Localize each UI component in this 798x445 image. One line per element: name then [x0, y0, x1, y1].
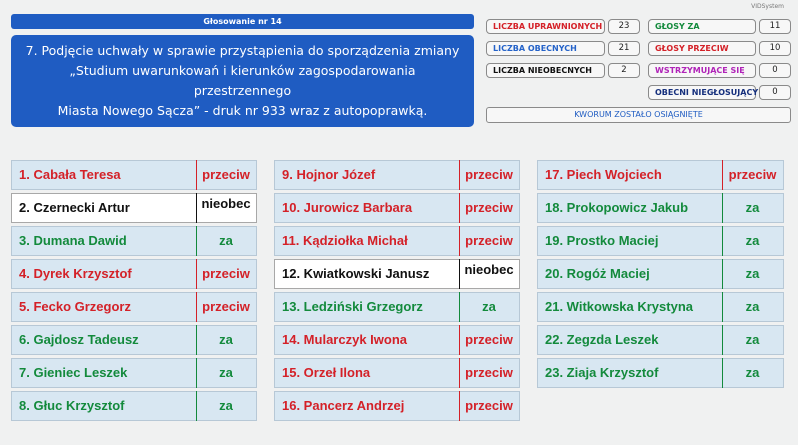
vote-result: za [745, 266, 760, 281]
stat-value: 0 [759, 63, 791, 78]
stat-value: 11 [759, 19, 791, 34]
stat-label: WSTRZYMUJĄCE SIĘ [648, 63, 756, 78]
councillor-name: 6. Gajdosz Tadeusz [19, 332, 139, 347]
councillor-name: 4. Dyrek Krzysztof [19, 266, 132, 281]
councillor-name: 8. Głuc Krzysztof [19, 398, 125, 413]
stat-value: 0 [759, 85, 791, 100]
councillor-name: 9. Hojnor Józef [282, 167, 376, 182]
vote-row [11, 358, 257, 388]
councillor-name: 15. Orzeł Ilona [282, 365, 371, 380]
councillor-name: 10. Jurowicz Barbara [282, 200, 413, 215]
motion-line: „Studium uwarunkowań i kierunków zagospodarowania przestrzennego [69, 63, 416, 98]
vote-result: nieobec [464, 262, 514, 277]
stat-value: 10 [759, 41, 791, 56]
vote-row [274, 259, 520, 289]
vote-row [11, 391, 257, 421]
vote-result: za [745, 200, 760, 215]
vote-row [274, 292, 520, 322]
vote-row [274, 325, 520, 355]
councillor-name: 14. Mularczyk Iwona [282, 332, 407, 347]
councillor-name: 23. Ziaja Krzysztof [545, 365, 659, 380]
vote-row [11, 193, 257, 223]
vote-row [274, 391, 520, 421]
vote-result: przeciw [202, 167, 250, 182]
vote-result: nieobec [201, 196, 251, 211]
vote-result: przeciw [728, 167, 777, 182]
councillor-name: 16. Pancerz Andrzej [282, 398, 405, 413]
stat-label: GŁOSY PRZECIW [648, 41, 756, 56]
stat-label: LICZBA NIEOBECNYCH [486, 63, 605, 78]
vote-result: za [219, 365, 233, 380]
vote-result: za [745, 365, 760, 380]
stat-value: 21 [608, 41, 640, 56]
vote-result: przeciw [465, 200, 513, 215]
vote-row [11, 226, 257, 256]
vote-row [274, 358, 520, 388]
vote-result: za [219, 398, 233, 413]
vote-result: przeciw [465, 398, 513, 413]
stat-label: GŁOSY ZA [648, 19, 756, 34]
councillor-name: 11. Kądziołka Michał [282, 233, 408, 248]
vote-result: przeciw [202, 299, 250, 314]
vote-result: przeciw [465, 233, 513, 248]
stat-label: LICZBA OBECNYCH [486, 41, 605, 56]
vote-result: za [219, 332, 233, 347]
vote-row [537, 259, 784, 289]
vote-title: Głosowanie nr 14 [11, 14, 474, 29]
vote-result: za [745, 299, 760, 314]
vote-result: za [482, 299, 496, 314]
vote-result: przeciw [202, 266, 250, 281]
quorum-status: KWORUM ZOSTAŁO OSIĄGNIĘTE [486, 107, 791, 123]
councillor-name: 1. Cabała Teresa [19, 167, 121, 182]
councillor-name: 13. Ledziński Grzegorz [282, 299, 423, 314]
motion-text [11, 35, 474, 127]
councillor-name: 22. Zegzda Leszek [545, 332, 659, 347]
vote-result: przeciw [465, 332, 513, 347]
stat-label: OBECNI NIEGŁOSUJĄCY [648, 85, 756, 100]
vote-row [537, 160, 784, 190]
vote-row [274, 193, 520, 223]
councillor-name: 21. Witkowska Krystyna [545, 299, 694, 314]
councillor-name: 20. Rogóż Maciej [545, 266, 650, 281]
stat-value: 2 [608, 63, 640, 78]
vote-result: za [219, 233, 233, 248]
motion-line: Miasta Nowego Sącza” - druk nr 933 wraz z autopoprawką. [57, 103, 428, 118]
vote-result: przeciw [465, 167, 513, 182]
vote-row [274, 160, 520, 190]
vote-row [11, 259, 257, 289]
vote-row [11, 292, 257, 322]
stat-value: 23 [608, 19, 640, 34]
stat-label: LICZBA UPRAWNIONYCH [486, 19, 605, 34]
vote-row [537, 226, 784, 256]
vote-row [537, 193, 784, 223]
brand-logo-text: VIDSystem [751, 3, 784, 10]
councillor-name: 17. Piech Wojciech [545, 167, 662, 182]
vote-row [537, 358, 784, 388]
councillor-name: 3. Dumana Dawid [19, 233, 127, 248]
vote-row [11, 325, 257, 355]
vote-result: przeciw [465, 365, 513, 380]
councillor-name: 2. Czernecki Artur [19, 200, 130, 215]
vote-row [537, 325, 784, 355]
councillor-name: 12. Kwiatkowski Janusz [282, 266, 430, 281]
vote-result: za [745, 332, 760, 347]
councillor-name: 19. Prostko Maciej [545, 233, 659, 248]
vote-row [274, 226, 520, 256]
vote-row [537, 292, 784, 322]
councillor-name: 5. Fecko Grzegorz [19, 299, 131, 314]
vote-result: za [745, 233, 760, 248]
councillor-name: 18. Prokopowicz Jakub [545, 200, 689, 215]
motion-line: 7. Podjęcie uchwały w sprawie przystąpienia do sporządzenia zmiany [25, 43, 460, 58]
councillor-name: 7. Gieniec Leszek [19, 365, 128, 380]
vote-row [11, 160, 257, 190]
